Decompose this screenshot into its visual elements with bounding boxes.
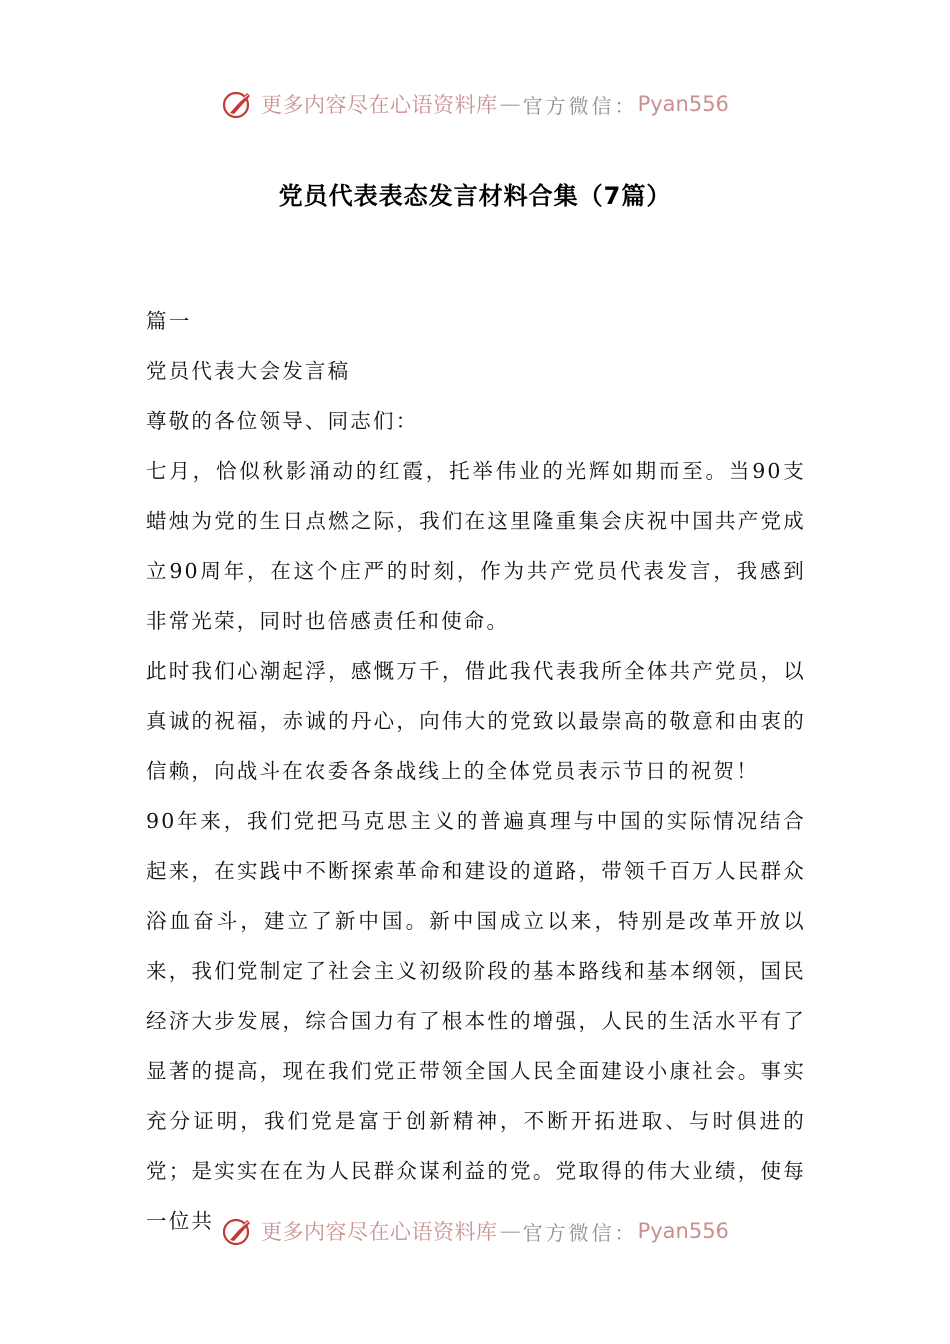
document-body: [146, 296, 806, 1246]
banner-wechat-label: 官方微信：: [522, 93, 638, 118]
body-paragraph: 此时我们心潮起浮，感慨万千，借此我代表我所全体共产党员，以真诚的祝福，赤诚的丹心，向伟大的党致以最崇高的敬意和由衷的信赖，向战斗在农委各条战线上的全体党员表示节日的祝贺！: [146, 659, 806, 783]
body-paragraph: 七月，恰似秋影涌动的红霞，托举伟业的光辉如期而至。当90支蜡烛为党的生日点燃之际，我们在这里隆重集会庆祝中国共产党成立90周年，在这个庄严的时刻，作为共产党员代表发言，我感到非常光荣，同时也倍感责任和使命。: [146, 459, 806, 633]
banner-wechat-id: Pyan556: [637, 1219, 729, 1243]
header-watermark-banner: [0, 84, 950, 124]
banner-wechat-label: 官方微信：: [522, 1220, 638, 1245]
speech-subtitle: 党员代表大会发言稿: [146, 359, 351, 383]
banner-text: 更多内容尽在心语资料库: [261, 93, 498, 117]
banner-separator: —: [499, 92, 521, 116]
quill-pen-icon: [221, 1214, 255, 1248]
body-paragraph: 90年来，我们党把马克思主义的普遍真理与中国的实际情况结合起来，在实践中不断探索革命和建设的道路，带领千百万人民群众浴血奋斗，建立了新中国。新中国成立以来，特别是改革开放以来，我们党制定了社会主义初级阶段的基本路线和基本纲领，国民经济大步发展，综合国力有了根本性的增强，人民的生活水平有了显著的提高，现在我们党正带领全国人民全面建设小康社会。事实充分证明，我们党是富于创新精神，不断开拓进取、与时俱进的党；是实实在在为人民群众谋利益的党。党取得的伟大业绩，使每一位共: [146, 809, 806, 1233]
greeting: 尊敬的各位领导、同志们：: [146, 409, 419, 433]
section-label: 篇一: [146, 309, 192, 333]
document-title: 党员代表表态发言材料合集（7篇）: [278, 182, 672, 210]
quill-pen-icon: [221, 87, 255, 121]
footer-watermark-banner: [0, 1211, 950, 1251]
banner-text: 更多内容尽在心语资料库: [261, 1220, 498, 1244]
banner-wechat-id: Pyan556: [637, 92, 729, 116]
banner-separator: —: [499, 1219, 521, 1243]
